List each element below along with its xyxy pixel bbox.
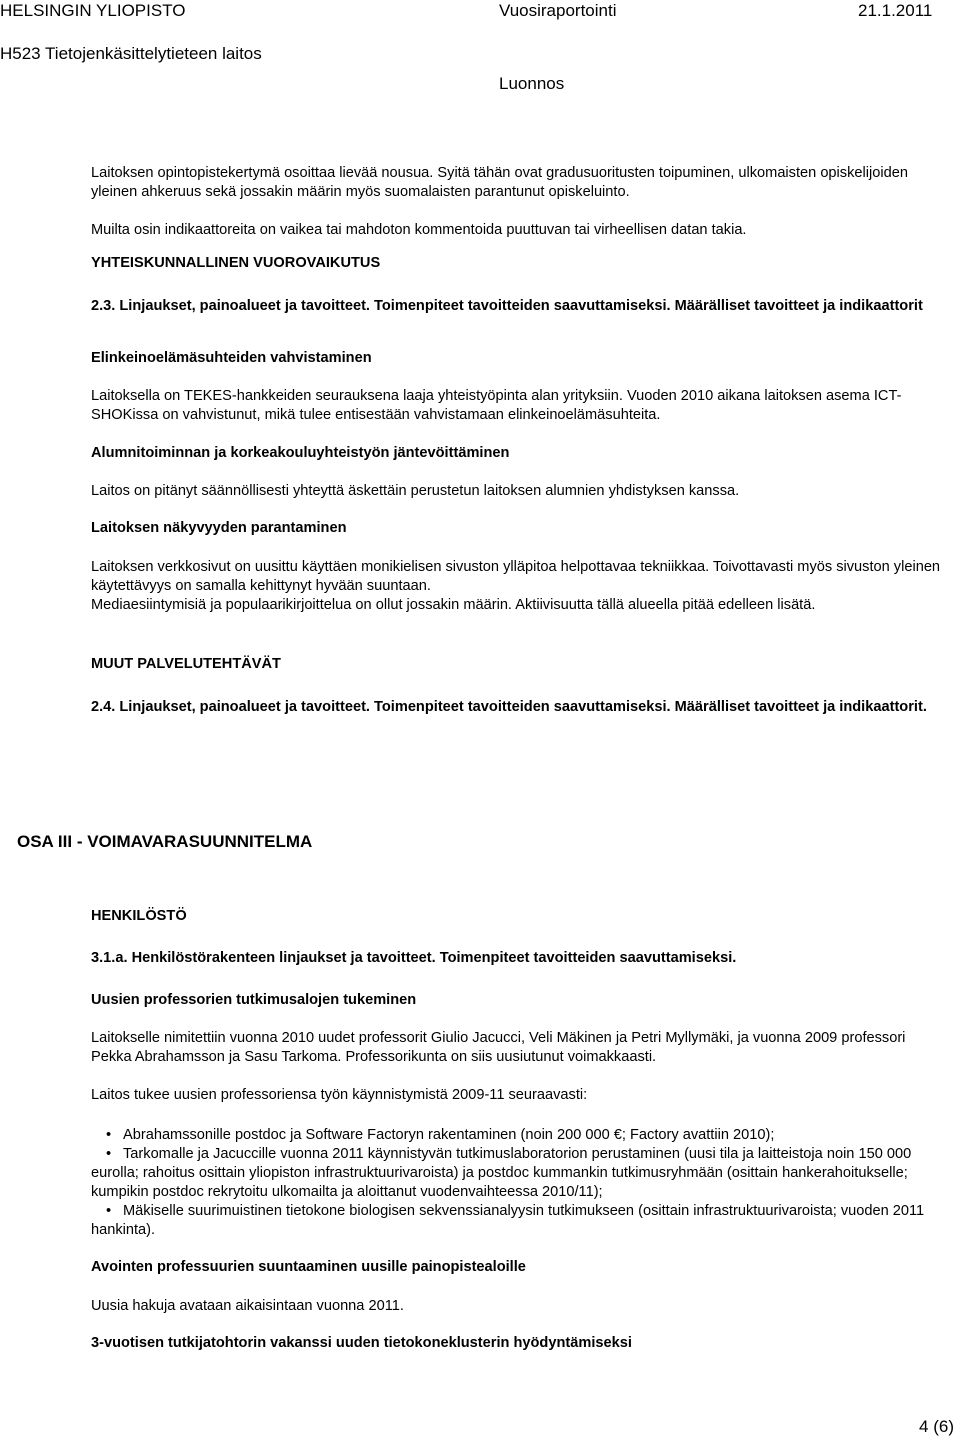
heading-3-1-a: 3.1.a. Henkilöstörakenteen linjaukset ja tavoitteet. Toimenpiteet tavoitteiden saavuttamiseksi. [91,950,737,966]
list-item: • Mäkiselle suurimuistinen tietokone biologisen sekvenssianalyysin tutkimukseen (osittain infrastruktuurivaroista; vuoden 2011 hankinta). [91,1203,925,1238]
university-name: HELSINGIN YLIOPISTO [0,1,186,20]
part-iii-title: OSA III - VOIMAVARASUUNNITELMA [17,832,313,851]
heading-alumni: Alumnitoiminnan ja korkeakouluyhteistyön jäntevöittäminen [91,445,510,461]
page-number: 4 (6) [919,1417,954,1436]
section-heading-personnel: HENKILÖSTÖ [91,908,187,924]
report-type: Vuosiraportointi [499,1,617,20]
heading-visibility: Laitoksen näkyvyyden parantaminen [91,520,347,536]
heading-new-professors: Uusien professorien tutkimusalojen tukeminen [91,992,417,1008]
heading-business-relations: Elinkeinoelämäsuhteiden vahvistaminen [91,350,372,366]
department-name: H523 Tietojenkäsittelytieteen laitos [0,44,262,63]
draft-status: Luonnos [499,74,565,93]
section-heading-other-services: MUUT PALVELUTEHTÄVÄT [91,656,281,672]
paragraph-support: Laitos tukee uusien professoriensa työn käynnistymistä 2009-11 seuraavasti: [91,1087,588,1103]
paragraph-credits: Laitoksen opintopistekertymä osoittaa lievää nousua. Syitä tähän ovat gradusuoritusten toipuminen, ulkomaisten opiskelijoiden yleinen ahkeruus sekä jossakin määrin myös suomalaisten parantunut opiskeluinto. [91,165,908,200]
paragraph-website: Laitoksen verkkosivut on uusittu käyttäen monikielisen sivuston ylläpitoa helpottavaa tekniikkaa. Toivottavasti myös sivuston yleinen käytettävyys on samalla kehittynyt hyvään suuntaan. [91,559,941,594]
paragraph-media: Mediaesiintymisiä ja populaarikirjoittelua on ollut jossakin määrin. Aktiivisuutta tällä alueella pitää edelleen lisätä. [91,597,816,613]
list-item: • Abrahamssonille postdoc ja Software Factoryn rakentaminen (noin 200 000 €; Factory avattiin 2010); [106,1127,775,1143]
heading-open-professorships: Avointen professuurien suuntaaminen uusille painopistealoille [91,1259,526,1275]
paragraph-appointments: Laitokselle nimitettiin vuonna 2010 uudet professorit Giulio Jacucci, Veli Mäkinen ja Petri Myllymäki, ja vuonna 2009 professori Pekka Abrahamsson ja Sasu Tarkoma. Professorikunta on siis uusiutunut voimakkaasti. [91,1030,906,1065]
paragraph-alumni: Laitos on pitänyt säännöllisesti yhteyttä äskettäin perustetun laitoksen alumnien yhdistyksen kanssa. [91,483,740,499]
list-item: • Tarkomalle ja Jacuccille vuonna 2011 käynnistyvän tutkimuslaboratorion perustaminen (uusi tila ja laitteistoja noin 150 000 eurolla; rahoitus osittain yliopiston infrastruktuurivaroista) ja postdoc kummankin tutkimusryhmään (osittain hankerahoitukselle; kumpikin postdoc rekrytoitu ulkomailta ja aloittanut vuodenvaihteessa 2010/11); [91,1146,912,1200]
paragraph-tekes: Laitoksella on TEKES-hankkeiden seurauksena laaja yhteistyöpinta alan yrityksiin. Vuoden 2010 aikana laitoksen asema ICT-SHOKissa on vahvistunut, mikä tulee entisestään vahvistamaan elinkeinoelämäsuhteita. [91,388,902,423]
heading-2-4: 2.4. Linjaukset, painoalueet ja tavoitteet. Toimenpiteet tavoitteiden saavuttamiseksi. Määrälliset tavoitteet ja indikaattorit. [91,699,927,715]
paragraph-new-calls: Uusia hakuja avataan aikaisintaan vuonna 2011. [91,1298,404,1314]
report-date: 21.1.2011 [858,1,933,20]
paragraph-indicators: Muilta osin indikaattoreita on vaikea tai mahdoton kommentoida puuttuvan tai virheellisen datan takia. [91,222,747,238]
heading-postdoc-vacancy: 3-vuotisen tutkijatohtorin vakanssi uuden tietokoneklusterin hyödyntämiseksi [91,1335,632,1351]
bullet-icon: • [106,1127,112,1143]
support-bullet-list [91,1126,943,1240]
heading-2-3: 2.3. Linjaukset, painoalueet ja tavoitteet. Toimenpiteet tavoitteiden saavuttamiseksi. Määrälliset tavoitteet ja indikaattorit [91,298,923,314]
section-heading-societal-interaction: YHTEISKUNNALLINEN VUOROVAIKUTUS [91,255,381,271]
bullet-icon: • [106,1146,112,1162]
bullet-icon: • [106,1203,112,1219]
